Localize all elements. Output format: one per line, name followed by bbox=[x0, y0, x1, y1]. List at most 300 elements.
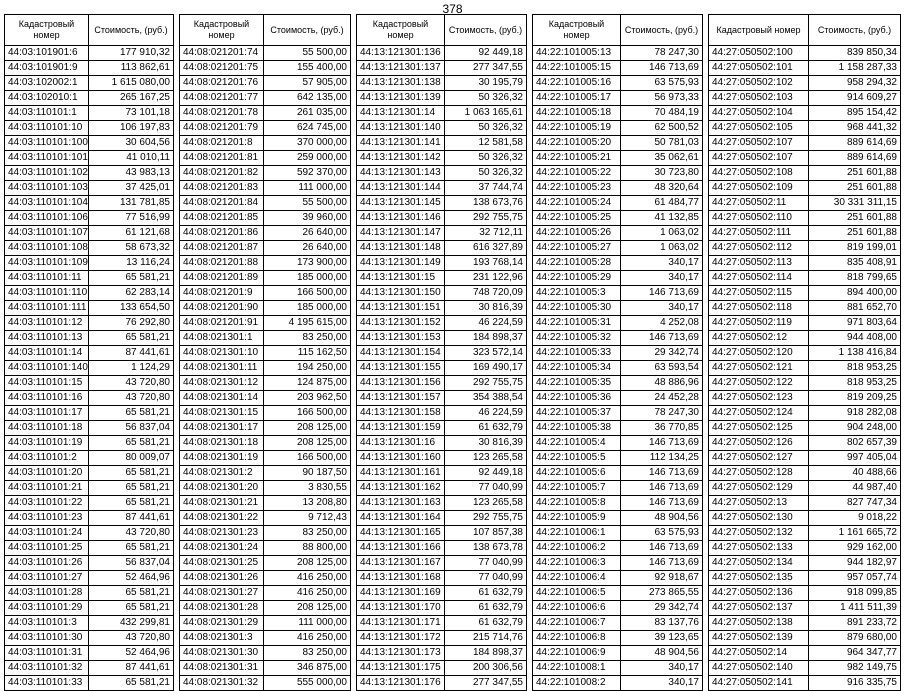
cost-cell: 277 347,55 bbox=[445, 676, 527, 691]
cadastral-number-cell: 44:13:121301:150 bbox=[357, 286, 445, 301]
table-row bbox=[533, 631, 703, 646]
cadastral-number-cell: 44:03:110101:13 bbox=[5, 331, 89, 346]
cost-cell: 166 500,00 bbox=[264, 286, 351, 301]
cost-cell: 292 755,75 bbox=[445, 511, 527, 526]
cost-cell: 56 837,04 bbox=[89, 556, 174, 571]
cadastral-number-cell: 44:27:050502:139 bbox=[709, 631, 809, 646]
table-row bbox=[709, 346, 901, 361]
table-row bbox=[5, 601, 174, 616]
cadastral-number-cell: 44:22:101005:21 bbox=[533, 151, 621, 166]
cadastral-number-cell: 44:22:101005:7 bbox=[533, 481, 621, 496]
table-row bbox=[709, 91, 901, 106]
table-row bbox=[180, 526, 351, 541]
cost-cell: 968 441,32 bbox=[809, 121, 901, 136]
table-row bbox=[180, 466, 351, 481]
table-row bbox=[709, 286, 901, 301]
cost-cell: 193 768,14 bbox=[445, 256, 527, 271]
cost-cell: 184 898,37 bbox=[445, 331, 527, 346]
table-row bbox=[533, 166, 703, 181]
cost-cell: 146 713,69 bbox=[621, 481, 703, 496]
cadastral-number-cell: 44:13:121301:144 bbox=[357, 181, 445, 196]
cost-cell: 265 167,25 bbox=[89, 91, 174, 106]
cost-cell: 106 197,83 bbox=[89, 121, 174, 136]
cadastral-number-cell: 44:03:110101:20 bbox=[5, 466, 89, 481]
table-row bbox=[533, 586, 703, 601]
table-row bbox=[5, 556, 174, 571]
table-row bbox=[180, 451, 351, 466]
table-row bbox=[533, 541, 703, 556]
cadastral-number-cell: 44:27:050502:137 bbox=[709, 601, 809, 616]
cost-cell: 26 640,00 bbox=[264, 241, 351, 256]
cadastral-number-cell: 44:13:121301:165 bbox=[357, 526, 445, 541]
cost-cell: 30 195,79 bbox=[445, 76, 527, 91]
table-row bbox=[709, 616, 901, 631]
table-row bbox=[357, 91, 527, 106]
cadastral-number-cell: 44:03:110101:1 bbox=[5, 106, 89, 121]
cost-cell: 748 720,09 bbox=[445, 286, 527, 301]
cost-cell: 146 713,69 bbox=[621, 556, 703, 571]
table-row bbox=[709, 601, 901, 616]
table-row bbox=[709, 451, 901, 466]
cadastral-number-cell: 44:13:121301:161 bbox=[357, 466, 445, 481]
cadastral-number-cell: 44:22:101005:4 bbox=[533, 436, 621, 451]
cadastral-number-cell: 44:27:050502:13 bbox=[709, 496, 809, 511]
cadastral-number-cell: 44:08:021201:9 bbox=[180, 286, 264, 301]
cadastral-number-cell: 44:22:101005:13 bbox=[533, 46, 621, 61]
cost-cell: 40 488,66 bbox=[809, 466, 901, 481]
cadastral-number-cell: 44:08:021301:32 bbox=[180, 676, 264, 691]
cost-cell: 173 900,00 bbox=[264, 256, 351, 271]
cost-cell: 4 252,08 bbox=[621, 316, 703, 331]
cadastral-number-cell: 44:22:101005:9 bbox=[533, 511, 621, 526]
cost-cell: 146 713,69 bbox=[621, 331, 703, 346]
cost-cell: 65 581,21 bbox=[89, 601, 174, 616]
cadastral-number-cell: 44:03:110101:102 bbox=[5, 166, 89, 181]
table-row bbox=[357, 661, 527, 676]
cadastral-number-cell: 44:08:021201:77 bbox=[180, 91, 264, 106]
cost-cell: 904 248,00 bbox=[809, 421, 901, 436]
cost-cell: 50 326,32 bbox=[445, 121, 527, 136]
table-row bbox=[533, 106, 703, 121]
cost-cell: 839 850,34 bbox=[809, 46, 901, 61]
table-row bbox=[5, 361, 174, 376]
cadastral-number-cell: 44:13:121301:140 bbox=[357, 121, 445, 136]
table-row bbox=[533, 616, 703, 631]
cost-cell: 1 615 080,00 bbox=[89, 76, 174, 91]
cadastral-number-cell: 44:13:121301:141 bbox=[357, 136, 445, 151]
cost-cell: 76 292,80 bbox=[89, 316, 174, 331]
cost-cell: 370 000,00 bbox=[264, 136, 351, 151]
cadastral-number-cell: 44:27:050502:129 bbox=[709, 481, 809, 496]
table-row bbox=[5, 256, 174, 271]
table-row bbox=[5, 421, 174, 436]
cost-cell: 642 135,00 bbox=[264, 91, 351, 106]
table-row bbox=[5, 541, 174, 556]
cost-cell: 155 400,00 bbox=[264, 61, 351, 76]
cost-cell: 61 484,77 bbox=[621, 196, 703, 211]
cadastral-number-cell: 44:03:102002:1 bbox=[5, 76, 89, 91]
table-row bbox=[533, 556, 703, 571]
cost-cell: 177 910,32 bbox=[89, 46, 174, 61]
cost-cell: 87 441,61 bbox=[89, 661, 174, 676]
cadastral-number-cell: 44:08:021201:79 bbox=[180, 121, 264, 136]
cadastral-number-cell: 44:13:121301:149 bbox=[357, 256, 445, 271]
table-row bbox=[5, 571, 174, 586]
table-row bbox=[357, 196, 527, 211]
table-row bbox=[5, 286, 174, 301]
cost-cell: 971 803,64 bbox=[809, 316, 901, 331]
header-cadastral: Кадастровый номер bbox=[5, 15, 89, 46]
cadastral-number-cell: 44:22:101005:30 bbox=[533, 301, 621, 316]
table-row bbox=[5, 631, 174, 646]
cost-cell: 1 063,02 bbox=[621, 241, 703, 256]
cost-cell: 340,17 bbox=[621, 676, 703, 691]
cadastral-number-cell: 44:13:121301:148 bbox=[357, 241, 445, 256]
cost-cell: 113 862,61 bbox=[89, 61, 174, 76]
table-row bbox=[180, 646, 351, 661]
cadastral-number-cell: 44:13:121301:166 bbox=[357, 541, 445, 556]
cost-cell: 43 720,80 bbox=[89, 631, 174, 646]
table-row bbox=[5, 406, 174, 421]
table-row bbox=[533, 376, 703, 391]
table-row bbox=[357, 286, 527, 301]
cadastral-number-cell: 44:27:050502:133 bbox=[709, 541, 809, 556]
cost-cell: 12 581,58 bbox=[445, 136, 527, 151]
cadastral-number-cell: 44:27:050502:107 bbox=[709, 151, 809, 166]
cadastral-number-cell: 44:08:021201:78 bbox=[180, 106, 264, 121]
table-row bbox=[5, 646, 174, 661]
cost-cell: 88 800,00 bbox=[264, 541, 351, 556]
table-row bbox=[709, 166, 901, 181]
cadastral-number-cell: 44:27:050502:108 bbox=[709, 166, 809, 181]
cost-table-3 bbox=[356, 14, 527, 691]
cadastral-number-cell: 44:08:021301:23 bbox=[180, 526, 264, 541]
cadastral-number-cell: 44:03:110101:109 bbox=[5, 256, 89, 271]
cost-cell: 944 182,97 bbox=[809, 556, 901, 571]
cadastral-number-cell: 44:03:110101:27 bbox=[5, 571, 89, 586]
cost-cell: 63 575,93 bbox=[621, 76, 703, 91]
cadastral-number-cell: 44:22:101005:29 bbox=[533, 271, 621, 286]
table-row bbox=[709, 256, 901, 271]
table-row bbox=[5, 91, 174, 106]
cadastral-number-cell: 44:13:121301:157 bbox=[357, 391, 445, 406]
table-row bbox=[5, 46, 174, 61]
cadastral-number-cell: 44:03:110101:111 bbox=[5, 301, 89, 316]
cadastral-number-cell: 44:03:110101:31 bbox=[5, 646, 89, 661]
cadastral-number-cell: 44:27:050502:123 bbox=[709, 391, 809, 406]
cost-cell: 48 320,64 bbox=[621, 181, 703, 196]
cadastral-number-cell: 44:08:021201:81 bbox=[180, 151, 264, 166]
cost-cell: 46 224,59 bbox=[445, 316, 527, 331]
table-row bbox=[709, 571, 901, 586]
cadastral-number-cell: 44:27:050502:115 bbox=[709, 286, 809, 301]
cost-cell: 891 233,72 bbox=[809, 616, 901, 631]
cost-cell: 1 411 511,39 bbox=[809, 601, 901, 616]
table-row bbox=[5, 661, 174, 676]
cost-cell: 43 720,80 bbox=[89, 526, 174, 541]
cadastral-number-cell: 44:03:110101:12 bbox=[5, 316, 89, 331]
cost-cell: 52 464,96 bbox=[89, 571, 174, 586]
table-row bbox=[357, 301, 527, 316]
cadastral-number-cell: 44:27:050502:138 bbox=[709, 616, 809, 631]
table-row bbox=[5, 616, 174, 631]
cadastral-number-cell: 44:13:121301:139 bbox=[357, 91, 445, 106]
cadastral-number-cell: 44:27:050502:122 bbox=[709, 376, 809, 391]
cadastral-number-cell: 44:27:050502:12 bbox=[709, 331, 809, 346]
cost-cell: 819 199,01 bbox=[809, 241, 901, 256]
cost-cell: 78 247,30 bbox=[621, 406, 703, 421]
cost-cell: 62 500,52 bbox=[621, 121, 703, 136]
table-row bbox=[709, 436, 901, 451]
cadastral-number-cell: 44:27:050502:124 bbox=[709, 406, 809, 421]
table-row bbox=[533, 361, 703, 376]
cadastral-number-cell: 44:13:121301:168 bbox=[357, 571, 445, 586]
cadastral-number-cell: 44:03:110101:140 bbox=[5, 361, 89, 376]
cadastral-number-cell: 44:27:050502:120 bbox=[709, 346, 809, 361]
cadastral-number-cell: 44:08:021201:82 bbox=[180, 166, 264, 181]
table-row bbox=[5, 526, 174, 541]
cadastral-number-cell: 44:22:101005:32 bbox=[533, 331, 621, 346]
header-cost: Стоимость, (руб.) bbox=[264, 15, 351, 46]
table-row bbox=[180, 196, 351, 211]
table-row bbox=[533, 76, 703, 91]
cost-cell: 889 614,69 bbox=[809, 151, 901, 166]
cost-cell: 416 250,00 bbox=[264, 631, 351, 646]
cadastral-number-cell: 44:22:101005:34 bbox=[533, 361, 621, 376]
header-cost: Стоимость, (руб.) bbox=[621, 15, 703, 46]
cadastral-number-cell: 44:13:121301:172 bbox=[357, 631, 445, 646]
cost-cell: 80 009,07 bbox=[89, 451, 174, 466]
cadastral-number-cell: 44:22:101005:24 bbox=[533, 196, 621, 211]
cost-cell: 881 652,70 bbox=[809, 301, 901, 316]
cost-cell: 92 449,18 bbox=[445, 466, 527, 481]
cost-cell: 944 408,00 bbox=[809, 331, 901, 346]
table-row bbox=[533, 466, 703, 481]
cost-table-5 bbox=[708, 14, 901, 691]
table-row bbox=[180, 571, 351, 586]
cost-cell: 48 904,56 bbox=[621, 646, 703, 661]
table-row bbox=[709, 76, 901, 91]
table-row bbox=[180, 121, 351, 136]
cost-cell: 43 720,80 bbox=[89, 391, 174, 406]
cost-cell: 251 601,88 bbox=[809, 166, 901, 181]
cost-cell: 30 816,39 bbox=[445, 436, 527, 451]
cadastral-number-cell: 44:03:110101:106 bbox=[5, 211, 89, 226]
table-row bbox=[357, 241, 527, 256]
table-row bbox=[357, 436, 527, 451]
cadastral-number-cell: 44:22:101008:2 bbox=[533, 676, 621, 691]
cost-cell: 273 865,55 bbox=[621, 586, 703, 601]
table-row bbox=[709, 226, 901, 241]
cadastral-number-cell: 44:13:121301:152 bbox=[357, 316, 445, 331]
cadastral-number-cell: 44:03:102010:1 bbox=[5, 91, 89, 106]
cost-cell: 292 755,75 bbox=[445, 376, 527, 391]
cost-cell: 41 132,85 bbox=[621, 211, 703, 226]
table-row bbox=[357, 136, 527, 151]
cadastral-number-cell: 44:13:121301:138 bbox=[357, 76, 445, 91]
cadastral-number-cell: 44:03:110101:19 bbox=[5, 436, 89, 451]
cadastral-number-cell: 44:27:050502:135 bbox=[709, 571, 809, 586]
cost-cell: 169 490,17 bbox=[445, 361, 527, 376]
cost-cell: 58 673,32 bbox=[89, 241, 174, 256]
table-row bbox=[533, 136, 703, 151]
table-row bbox=[709, 556, 901, 571]
table-row bbox=[180, 496, 351, 511]
cadastral-number-cell: 44:03:110101:107 bbox=[5, 226, 89, 241]
cost-cell: 146 713,69 bbox=[621, 436, 703, 451]
cost-cell: 146 713,69 bbox=[621, 541, 703, 556]
cadastral-number-cell: 44:13:121301:145 bbox=[357, 196, 445, 211]
cadastral-number-cell: 44:22:101005:20 bbox=[533, 136, 621, 151]
table-row bbox=[180, 676, 351, 691]
table-row bbox=[533, 211, 703, 226]
table-row bbox=[357, 496, 527, 511]
table-row bbox=[180, 211, 351, 226]
cost-cell: 802 657,39 bbox=[809, 436, 901, 451]
cadastral-number-cell: 44:08:021301:19 bbox=[180, 451, 264, 466]
table-row bbox=[180, 376, 351, 391]
table-row bbox=[709, 646, 901, 661]
cadastral-number-cell: 44:13:121301:16 bbox=[357, 436, 445, 451]
cost-cell: 83 250,00 bbox=[264, 526, 351, 541]
cost-cell: 616 327,89 bbox=[445, 241, 527, 256]
table-row bbox=[5, 391, 174, 406]
cadastral-number-cell: 44:22:101006:8 bbox=[533, 631, 621, 646]
table-row bbox=[709, 181, 901, 196]
cadastral-number-cell: 44:13:121301:167 bbox=[357, 556, 445, 571]
cadastral-number-cell: 44:08:021301:31 bbox=[180, 661, 264, 676]
table-row bbox=[180, 151, 351, 166]
cadastral-number-cell: 44:27:050502:112 bbox=[709, 241, 809, 256]
table-row bbox=[5, 676, 174, 691]
table-row bbox=[180, 436, 351, 451]
cost-cell: 63 575,93 bbox=[621, 526, 703, 541]
table-row bbox=[357, 181, 527, 196]
table-row bbox=[533, 256, 703, 271]
cadastral-number-cell: 44:27:050502:103 bbox=[709, 91, 809, 106]
cost-cell: 24 452,28 bbox=[621, 391, 703, 406]
cadastral-number-cell: 44:22:101005:33 bbox=[533, 346, 621, 361]
page-number: 378 bbox=[442, 2, 463, 16]
cost-cell: 37 744,74 bbox=[445, 181, 527, 196]
table-row bbox=[533, 346, 703, 361]
table-row bbox=[533, 571, 703, 586]
cost-cell: 138 673,76 bbox=[445, 196, 527, 211]
cost-cell: 1 063,02 bbox=[621, 226, 703, 241]
cadastral-number-cell: 44:22:101005:17 bbox=[533, 91, 621, 106]
cost-cell: 340,17 bbox=[621, 271, 703, 286]
cost-table-1 bbox=[4, 14, 174, 691]
table-row bbox=[709, 376, 901, 391]
cost-cell: 57 905,00 bbox=[264, 76, 351, 91]
cost-cell: 111 000,00 bbox=[264, 616, 351, 631]
table-row bbox=[533, 61, 703, 76]
cadastral-number-cell: 44:22:101006:9 bbox=[533, 646, 621, 661]
cost-cell: 65 581,21 bbox=[89, 586, 174, 601]
cadastral-number-cell: 44:08:021201:86 bbox=[180, 226, 264, 241]
table-row bbox=[357, 271, 527, 286]
cost-cell: 982 149,75 bbox=[809, 661, 901, 676]
table-row bbox=[5, 466, 174, 481]
table-row bbox=[180, 391, 351, 406]
cost-cell: 203 962,50 bbox=[264, 391, 351, 406]
table-row bbox=[533, 406, 703, 421]
cost-cell: 115 162,50 bbox=[264, 346, 351, 361]
cost-cell: 340,17 bbox=[621, 256, 703, 271]
cost-cell: 55 500,00 bbox=[264, 46, 351, 61]
cost-cell: 208 125,00 bbox=[264, 601, 351, 616]
table-row bbox=[709, 661, 901, 676]
table-row bbox=[533, 226, 703, 241]
table-row bbox=[709, 361, 901, 376]
table-row bbox=[5, 121, 174, 136]
cost-cell: 30 723,80 bbox=[621, 166, 703, 181]
cost-cell: 914 609,27 bbox=[809, 91, 901, 106]
cost-cell: 50 326,32 bbox=[445, 166, 527, 181]
cost-cell: 29 342,74 bbox=[621, 346, 703, 361]
cost-cell: 48 886,96 bbox=[621, 376, 703, 391]
cost-cell: 52 464,96 bbox=[89, 646, 174, 661]
table-row bbox=[357, 601, 527, 616]
cadastral-number-cell: 44:03:101901:6 bbox=[5, 46, 89, 61]
cost-cell: 185 000,00 bbox=[264, 301, 351, 316]
header-cost: Стоимость, (руб.) bbox=[809, 15, 901, 46]
cadastral-number-cell: 44:08:021201:91 bbox=[180, 316, 264, 331]
table-row bbox=[5, 166, 174, 181]
cost-cell: 55 500,00 bbox=[264, 196, 351, 211]
cost-cell: 166 500,00 bbox=[264, 406, 351, 421]
cost-cell: 9 018,22 bbox=[809, 511, 901, 526]
cost-cell: 50 326,32 bbox=[445, 91, 527, 106]
table-row bbox=[5, 211, 174, 226]
table-row bbox=[357, 46, 527, 61]
cost-cell: 62 283,14 bbox=[89, 286, 174, 301]
table-row bbox=[357, 631, 527, 646]
cost-cell: 61 632,79 bbox=[445, 586, 527, 601]
table-row bbox=[533, 601, 703, 616]
cost-cell: 61 121,68 bbox=[89, 226, 174, 241]
table-row bbox=[5, 196, 174, 211]
cadastral-number-cell: 44:08:021201:88 bbox=[180, 256, 264, 271]
cost-cell: 77 040,99 bbox=[445, 481, 527, 496]
cadastral-number-cell: 44:03:110101:32 bbox=[5, 661, 89, 676]
cost-cell: 83 250,00 bbox=[264, 646, 351, 661]
cadastral-number-cell: 44:03:110101:10 bbox=[5, 121, 89, 136]
cadastral-number-cell: 44:13:121301:151 bbox=[357, 301, 445, 316]
cadastral-number-cell: 44:22:101006:7 bbox=[533, 616, 621, 631]
table-row bbox=[533, 196, 703, 211]
cost-cell: 46 224,59 bbox=[445, 406, 527, 421]
cost-cell: 78 247,30 bbox=[621, 46, 703, 61]
cadastral-number-cell: 44:08:021301:27 bbox=[180, 586, 264, 601]
table-row bbox=[357, 376, 527, 391]
table-row bbox=[357, 151, 527, 166]
cost-cell: 889 614,69 bbox=[809, 136, 901, 151]
table-row bbox=[180, 271, 351, 286]
cadastral-number-cell: 44:03:110101:23 bbox=[5, 511, 89, 526]
table-row bbox=[5, 181, 174, 196]
cadastral-number-cell: 44:27:050502:109 bbox=[709, 181, 809, 196]
cadastral-number-cell: 44:27:050502:126 bbox=[709, 436, 809, 451]
cost-cell: 77 040,99 bbox=[445, 556, 527, 571]
cadastral-number-cell: 44:08:021201:90 bbox=[180, 301, 264, 316]
table-row bbox=[180, 481, 351, 496]
cost-cell: 1 158 287,33 bbox=[809, 61, 901, 76]
table-row bbox=[709, 106, 901, 121]
cost-cell: 87 441,61 bbox=[89, 511, 174, 526]
cadastral-number-cell: 44:13:121301:175 bbox=[357, 661, 445, 676]
cost-cell: 200 306,56 bbox=[445, 661, 527, 676]
